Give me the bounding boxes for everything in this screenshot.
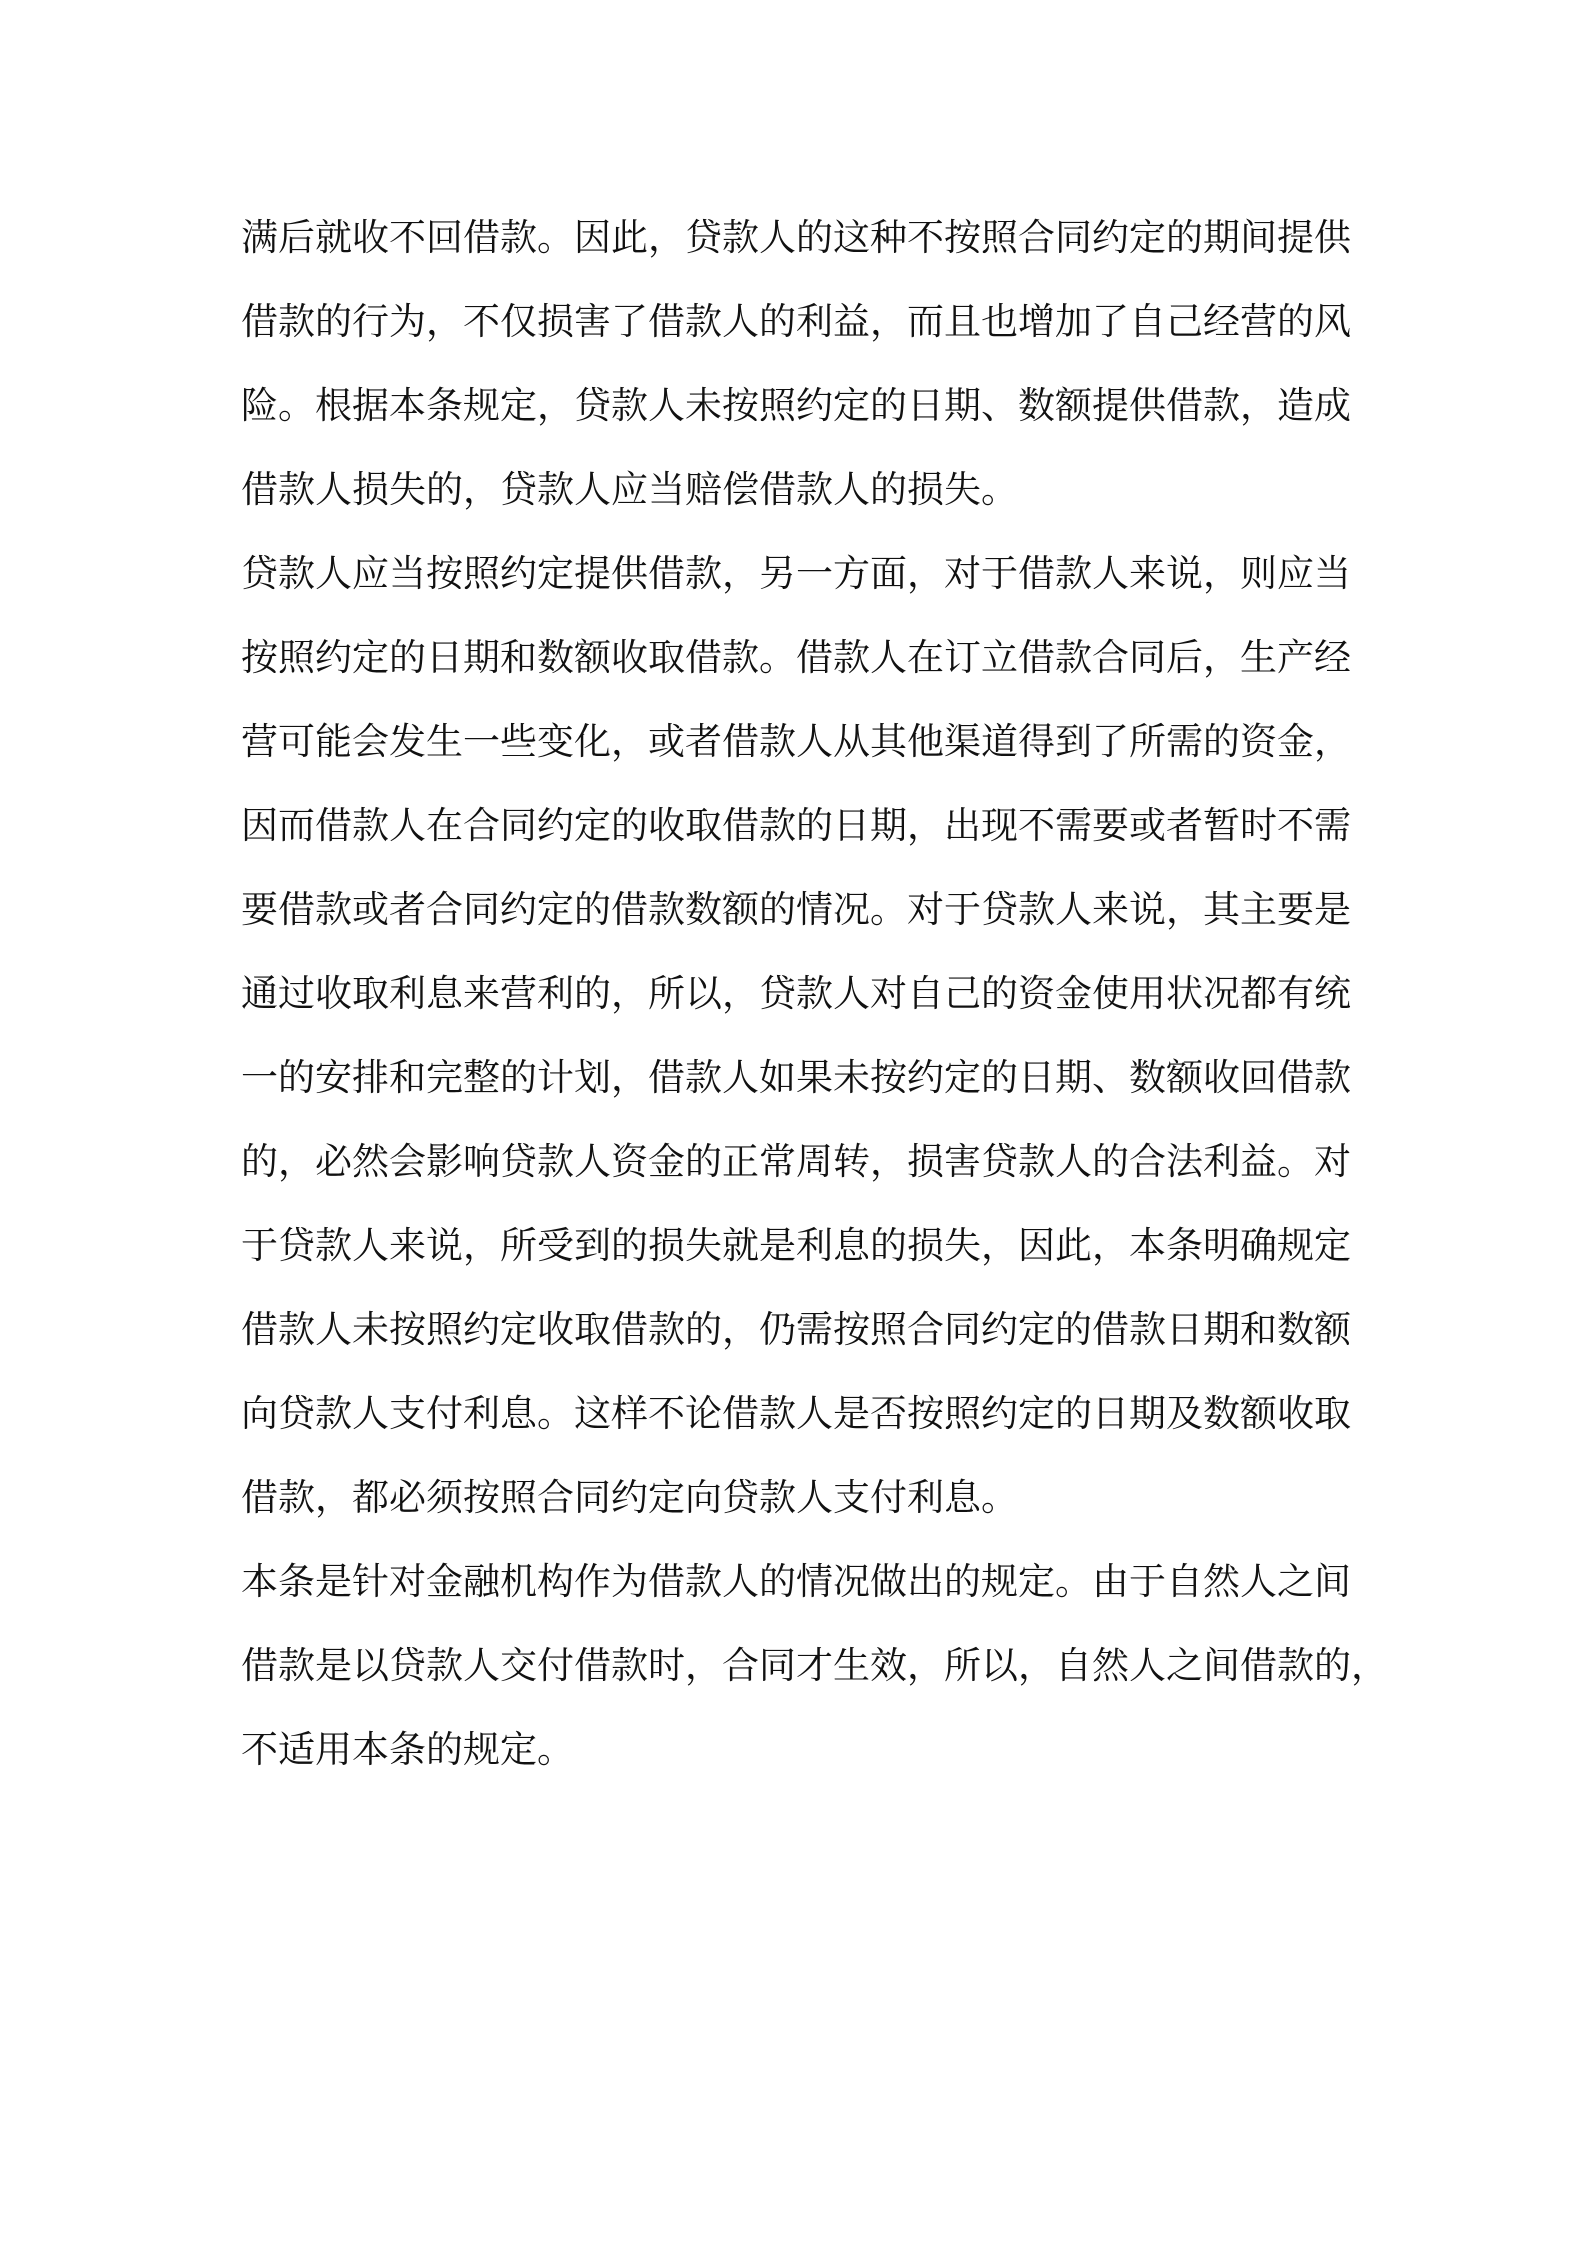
- text-line: 险。根据本条规定，贷款人未按照约定的日期、数额提供借款，造成: [241, 384, 1351, 427]
- text-line: 不适用本条的规定。: [241, 1728, 574, 1771]
- text-line: 通过收取利息来营利的，所以，贷款人对自己的资金使用状况都有统: [241, 972, 1351, 1015]
- text-line: 营可能会发生一些变化，或者借款人从其他渠道得到了所需的资金，: [241, 720, 1351, 763]
- text-line: 借款的行为，不仅损害了借款人的利益，而且也增加了自己经营的风: [241, 300, 1351, 343]
- text-line: 向贷款人支付利息。这样不论借款人是否按照约定的日期及数额收取: [241, 1392, 1351, 1435]
- text-line: 于贷款人来说，所受到的损失就是利息的损失，因此，本条明确规定: [241, 1224, 1351, 1267]
- text-line: 借款，都必须按照合同约定向贷款人支付利息。: [241, 1476, 1018, 1519]
- text-line: 因而借款人在合同约定的收取借款的日期，出现不需要或者暂时不需: [241, 804, 1351, 847]
- text-line: 借款是以贷款人交付借款时，合同才生效，所以，自然人之间借款的，: [241, 1644, 1388, 1687]
- text-line: 贷款人应当按照约定提供借款，另一方面，对于借款人来说，则应当: [241, 552, 1351, 595]
- text-line: 的，必然会影响贷款人资金的正常周转，损害贷款人的合法利益。对: [241, 1140, 1351, 1183]
- text-line: 要借款或者合同约定的借款数额的情况。对于贷款人来说，其主要是: [241, 888, 1351, 931]
- document-body: [241, 196, 1388, 1792]
- paragraph-2: [241, 532, 1361, 1540]
- text-line: 满后就收不回借款。因此，贷款人的这种不按照合同约定的期间提供: [241, 216, 1351, 259]
- text-line: 借款人未按照约定收取借款的，仍需按照合同约定的借款日期和数额: [241, 1308, 1351, 1351]
- text-line: 本条是针对金融机构作为借款人的情况做出的规定。由于自然人之间: [241, 1560, 1351, 1603]
- paragraph-1: [241, 196, 1361, 532]
- paragraph-3: [241, 1540, 1388, 1792]
- text-line: 按照约定的日期和数额收取借款。借款人在订立借款合同后，生产经: [241, 636, 1351, 679]
- text-line: 一的安排和完整的计划，借款人如果未按约定的日期、数额收回借款: [241, 1056, 1351, 1099]
- text-line: 借款人损失的，贷款人应当赔偿借款人的损失。: [241, 468, 1018, 511]
